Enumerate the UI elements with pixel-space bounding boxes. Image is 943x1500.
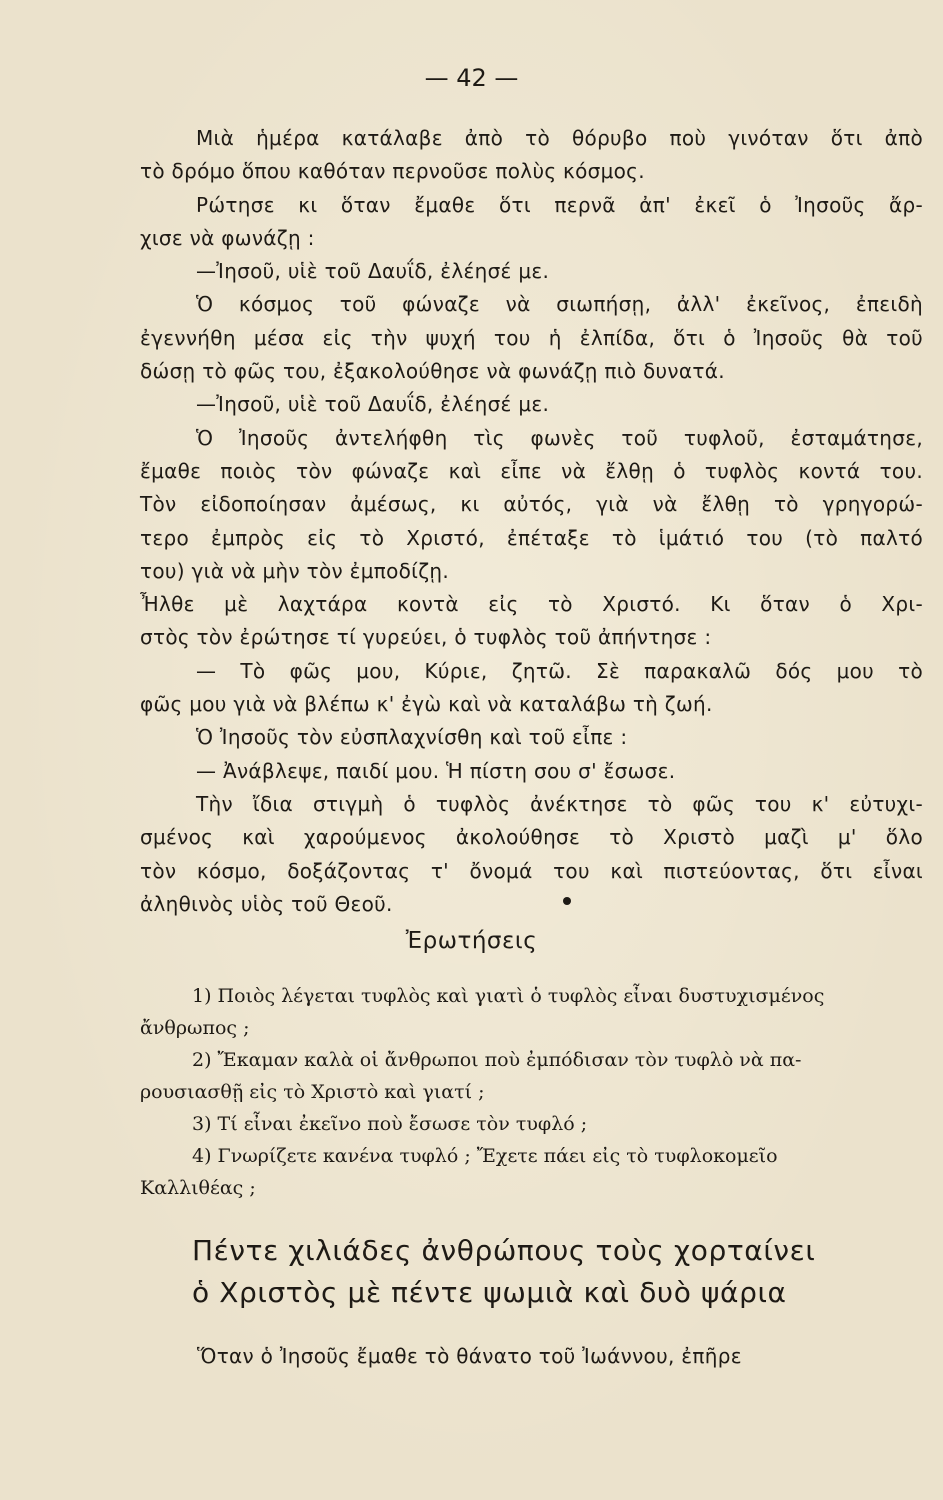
text-line: —Ἰησοῦ, υἱὲ τοῦ Δαυΐδ, ἐλέησέ με. [196,392,550,417]
text-line: του) γιὰ νὰ μὴν τὸν ἐμποδίζῃ. [140,558,450,583]
section-title [192,1230,872,1314]
text-line: — Τὸ φῶς μου, Κύριε, ζητῶ. Σὲ παρακαλῶ δός μου τὸ [196,658,923,683]
text-line: Ὁ Ἰησοῦς ἀντελήφθη τὶς φωνὲς τοῦ τυφλοῦ, ἐσταμάτησε, [196,425,923,450]
question-line: 4) Γνωρίζετε κανένα τυφλό ; Ἔχετε πάει εἰς τὸ τυφλοκομεῖο [192,1145,778,1167]
text-line: δώσῃ τὸ φῶς του, ἐξακολούθησε νὰ φωνάζῃ πιὸ δυνατά. [140,359,725,384]
text-line: στὸς τὸν ἐρώτησε τί γυρεύει, ὁ τυφλὸς τοῦ ἀπήντησε : [140,625,712,650]
text-line: σμένος καὶ χαρούμενος ἀκολούθησε τὸ Χριστὸ μαζὶ μ' ὅλο [140,825,923,850]
text-line: Ὁ κόσμος τοῦ φώναζε νὰ σιωπήσῃ, ἀλλ' ἐκεῖνος, ἐπειδὴ [196,292,923,317]
text-line: Τὴν ἴδια στιγμὴ ὁ τυφλὸς ἀνέκτησε τὸ φῶς του κ' εὐτυχι- [196,791,923,816]
text-line: Ὁ Ἰησοῦς τὸν εὐσπλαχνίσθη καὶ τοῦ εἶπε : [196,725,628,750]
question-line: 1) Ποιὸς λέγεται τυφλὸς καὶ γιατὶ ὁ τυφλὸς εἶναι δυστυχισμένος [192,985,825,1007]
text-line: τὸν κόσμο, δοξάζοντας τ' ὄνομά του καὶ πιστεύοντας, ὅτι εἶναι [140,858,923,883]
text-line: — Ἀνάβλεψε, παιδί μου. Ἡ πίστη σου σ' ἔσωσε. [196,758,676,783]
question-line: 3) Τί εἶναι ἐκεῖνο ποὺ ἔσωσε τὸν τυφλό ; [192,1113,588,1135]
questions-list [140,980,923,1204]
ink-dot [563,897,571,905]
text-line: Μιὰ ἡμέρα κατάλαβε ἀπὸ τὸ θόρυβο ποὺ γινόταν ὅτι ἀπὸ [196,126,923,150]
question-line: ἄνθρωπος ; [140,1017,250,1039]
text-line: Ἦλθε μὲ λαχτάρα κοντὰ εἰς τὸ Χριστό. Κι ὅταν ὁ Χρι- [140,592,923,617]
questions-heading: Ἐρωτήσεις [405,928,538,954]
question-line: Καλλιθέας ; [140,1177,256,1199]
question-line: 2) Ἔκαμαν καλὰ οἱ ἄνθρωποι ποὺ ἐμπόδισαν τὸν τυφλὸ νὰ πα- [192,1049,802,1071]
question-line: ρουσιασθῇ εἰς τὸ Χριστὸ καὶ γιατί ; [140,1081,485,1103]
text-line: ἀληθινὸς υἱὸς τοῦ Θεοῦ. [140,891,393,916]
section-title-line: ὁ Χριστὸς μὲ πέντε ψωμιὰ καὶ δυὸ ψάρια [192,1276,787,1309]
text-line: ἐγεννήθη μέσα εἰς τὴν ψυχή του ἡ ἐλπίδα, ὅτι ὁ Ἰησοῦς θὰ τοῦ [140,325,923,350]
next-story-text: Ὅταν ὁ Ἰησοῦς ἔμαθε τὸ θάνατο τοῦ Ἰωάννου, ἐπῆρε [197,1344,742,1368]
text-line: χισε νὰ φωνάζῃ : [140,225,315,250]
text-line: —Ἰησοῦ, υἱὲ τοῦ Δαυΐδ, ἐλέησέ με. [196,259,550,284]
page-number: — 42 — [424,64,519,92]
text-line: φῶς μου γιὰ νὰ βλέπω κ' ἐγὼ καὶ νὰ καταλάβω τὴ ζωή. [140,692,713,717]
text-line: τὸ δρόμο ὅπου καθόταν περνοῦσε πολὺς κόσμος. [140,159,645,184]
text-line: τερο ἐμπρὸς εἰς τὸ Χριστό, ἐπέταξε τὸ ἱμάτιό του (τὸ παλτό [140,525,923,550]
text-line: Ρώτησε κι ὅταν ἔμαθε ὅτι περνᾶ ἀπ' ἐκεῖ ὁ Ἰησοῦς ἄρ- [196,192,923,217]
text-line: ἔμαθε ποιὸς τὸν φώναζε καὶ εἶπε νὰ ἔλθῃ ὁ τυφλὸς κοντά του. [140,458,923,483]
story-text [140,122,923,921]
text-line: Τὸν εἰδοποίησαν ἀμέσως, κι αὐτός, γιὰ νὰ ἔλθῃ τὸ γρηγορώ- [140,492,923,517]
section-title-line: Πέντε χιλιάδες ἀνθρώπους τοὺς χορταίνει [192,1234,816,1267]
